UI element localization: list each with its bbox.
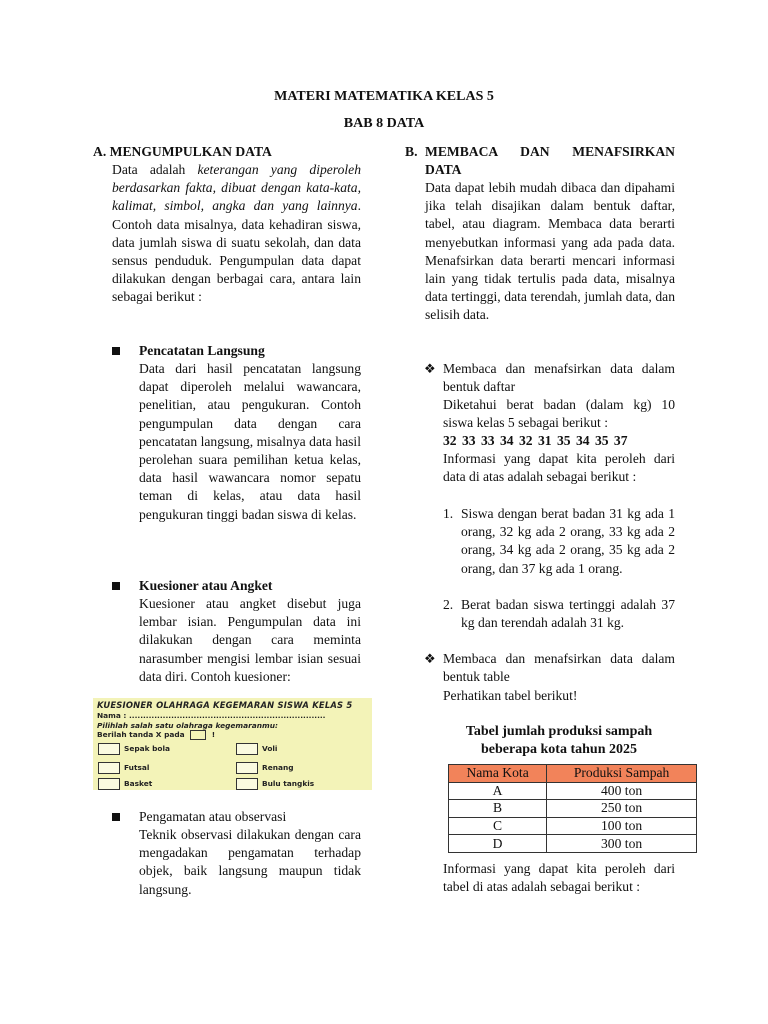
table-cell: 250 ton: [547, 800, 697, 818]
questionnaire-instruction-mark: Berilah tanda X pada !: [97, 730, 216, 739]
section-b-letter: B.: [405, 144, 418, 159]
option-label: Voli: [262, 744, 278, 753]
table-cell: C: [449, 817, 547, 835]
section-b-intro: Data dapat lebih mudah dibaca dan dipahami jika telah disajikan dalam bentuk daftar, tabel, atau diagram. Membaca data berarti menyebutkan informasi yang ada pada data. Menafsirkan data berarti mencari informasi lain yang tidak tertulis pada data, misalnya data tertinggi, data terendah, jumlah data, dan selisih data.: [425, 180, 675, 323]
table-cell: A: [449, 782, 547, 800]
option-label: Bulu tangkis: [262, 779, 315, 788]
checkbox-icon: [190, 730, 206, 740]
item-title-observasi: Pengamatan atau observasi: [139, 809, 287, 824]
option-label: Futsal: [124, 763, 150, 772]
checkbox-icon: [98, 743, 120, 755]
table-cell: 100 ton: [547, 817, 697, 835]
diamond-bullet-icon: ❖: [424, 361, 436, 376]
table-row: [449, 800, 697, 818]
checkbox-icon: [236, 778, 258, 790]
questionnaire-image: [93, 698, 372, 790]
checkbox-icon: [236, 762, 258, 774]
questionnaire-title: KUESIONER OLAHRAGA KEGEMARAN SISWA KELAS 5: [97, 700, 353, 710]
table-caption-line1: Tabel jumlah produksi sampah: [465, 724, 653, 739]
point-number: 2.: [443, 597, 454, 612]
table-header-row: [449, 765, 697, 783]
table-after-text: Informasi yang dapat kita peroleh dari tabel di atas adalah sebagai berikut :: [443, 861, 675, 895]
point-number: 1.: [443, 506, 454, 521]
option-label: Renang: [262, 763, 294, 772]
chapter-title: BAB 8 DATA: [343, 116, 425, 131]
checkbox-icon: [236, 743, 258, 755]
weight-values: 32 33 33 34 32 31 35 34 35 37: [443, 433, 628, 448]
questionnaire-name-line: Nama : ......................................................................: [97, 711, 326, 720]
document-title: MATERI MATEMATIKA KELAS 5: [274, 89, 494, 104]
table-instruction: Perhatikan tabel berikut!: [443, 688, 578, 703]
list-section-info: Informasi yang dapat kita peroleh dari data di atas adalah sebagai berikut :: [443, 451, 675, 485]
table-row: [449, 782, 697, 800]
item-text-observasi: Teknik observasi dilakukan dengan cara mengadakan pengamatan terhadap objek, baik langsung maupun tidak langsung.: [139, 827, 361, 897]
section-a-heading: A. MENGUMPULKAN DATA: [93, 144, 272, 159]
point-text: Berat badan siswa tertinggi adalah 37 kg dan terendah adalah 31 kg.: [461, 597, 675, 631]
list-section-title: Membaca dan menafsirkan data dalam bentuk daftar: [443, 361, 675, 395]
item-text-kuesioner: Kuesioner atau angket disebut juga lembar isian. Pengumpulan data ini dilakukan dengan cara meminta narasumber mengisi lembar isian sesuai data diri. Contoh kuesioner:: [139, 596, 361, 684]
item-title-kuesioner: Kuesioner atau Angket: [139, 578, 273, 593]
table-row: [449, 835, 697, 853]
option-label: Basket: [124, 779, 153, 788]
table-cell: 300 ton: [547, 835, 697, 853]
table-header: Produksi Sampah: [547, 765, 697, 783]
table-cell: D: [449, 835, 547, 853]
square-bullet-icon: [112, 582, 120, 590]
table-row: [449, 817, 697, 835]
square-bullet-icon: [112, 813, 120, 821]
item-title-pencatatan: Pencatatan Langsung: [139, 343, 265, 358]
section-b-heading: MEMBACA DAN MENAFSIRKAN DATA: [425, 144, 675, 178]
square-bullet-icon: [112, 347, 120, 355]
questionnaire-instruction: Pilihlah salah satu olahraga kegemaranmu:: [97, 721, 278, 730]
section-a-intro: Data adalah keterangan yang diperoleh berdasarkan fakta, dibuat dengan kata-kata, kalimat, simbol, angka dan yang lainnya. Contoh data misalnya, data kehadiran siswa, data jumlah siswa di suatu sekolah, dan data sensus penduduk. Pengumpulan data dapat dilakukan dengan berbagai cara, antara lain sebagai berikut :: [112, 162, 361, 305]
table-caption-line2: beberapa kota tahun 2025: [481, 742, 637, 757]
table-header: Nama Kota: [449, 765, 547, 783]
waste-production-table: [448, 764, 697, 853]
diamond-bullet-icon: ❖: [424, 651, 436, 666]
list-section-given: Diketahui berat badan (dalam kg) 10 siswa kelas 5 sebagai berikut :: [443, 397, 675, 431]
item-text-pencatatan: Data dari hasil pencatatan langsung dapat diperoleh melalui wawancara, penelitian, atau pengukuran. Contoh pengumpulan data dengan cara pencatatan langsung, misalnya data hasil perolehan suara pemilihan ketua kelas, data hasil wawancara nomor sepatu teman di kelas, atau data hasil pengukuran tinggi badan siswa di kelas.: [139, 361, 361, 522]
table-cell: 400 ton: [547, 782, 697, 800]
checkbox-icon: [98, 778, 120, 790]
point-text: Siswa dengan berat badan 31 kg ada 1 orang, 32 kg ada 2 orang, 33 kg ada 2 orang, 34 kg ada 2 orang, 35 kg ada 2 orang, dan 37 kg ada 1 orang.: [461, 506, 675, 576]
table-section-title: Membaca dan menafsirkan data dalam bentuk table: [443, 651, 675, 685]
table-cell: B: [449, 800, 547, 818]
checkbox-icon: [98, 762, 120, 774]
option-label: Sepak bola: [124, 744, 170, 753]
